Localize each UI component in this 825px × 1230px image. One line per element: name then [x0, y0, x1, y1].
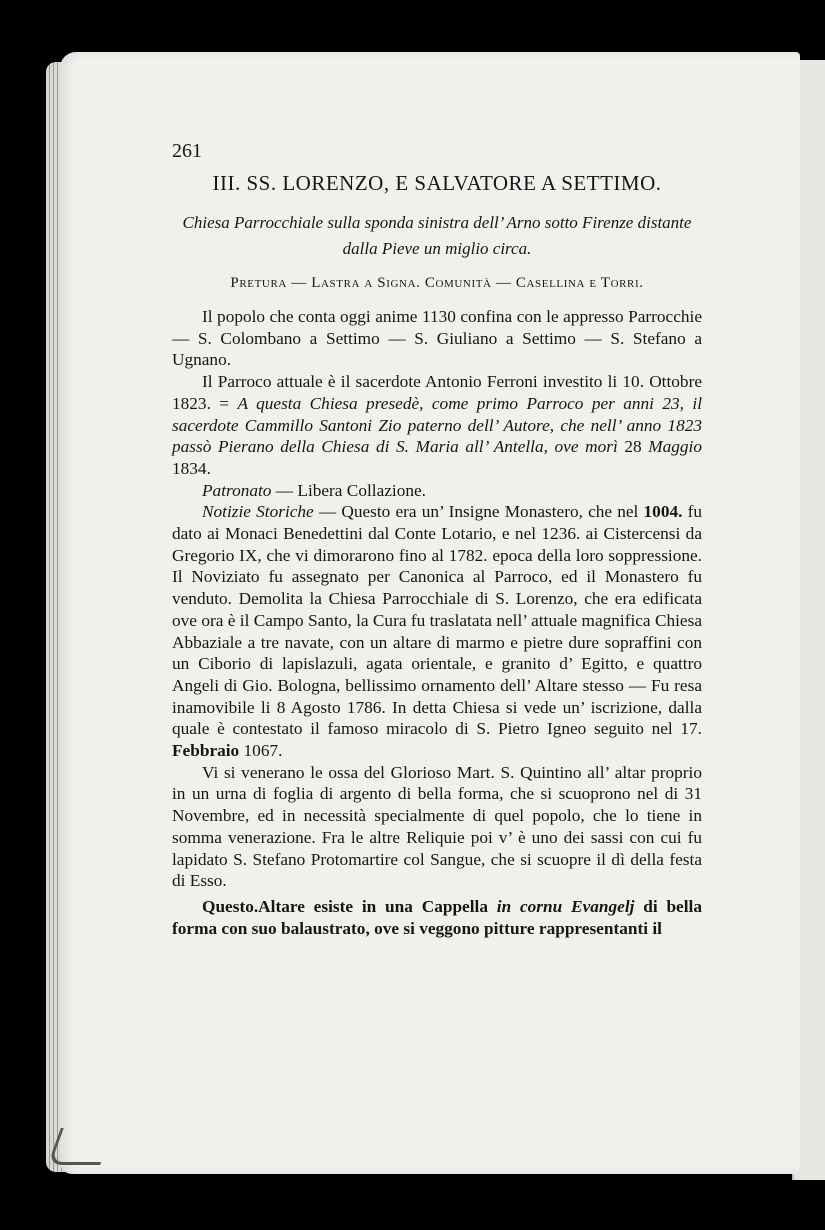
death-year: 1834.	[172, 458, 211, 478]
paragraph-history	[172, 501, 702, 761]
priest-text: Il Parroco attuale è il sacerdote Antonio Ferroni investito li 10. Ottobre 1823. =	[172, 372, 702, 413]
page-content	[172, 140, 702, 939]
history-text-a: — Questo era un’ Insigne Monastero, che nel	[318, 502, 639, 522]
paragraph-altar	[172, 896, 702, 939]
altar-text-a: Altare esiste in una Cappella	[258, 896, 488, 916]
altar-lead: Questo.	[202, 896, 259, 916]
paragraph-parish-priest	[172, 371, 702, 480]
page-number: 261	[172, 140, 202, 162]
paragraph-relics: Vi si venerano le ossa del Glorioso Mart. S. Quintino all’ altar proprio in un urna di foglia di argento di bella forma, che si scuoprono nel di 31 Novembre, ed in necessità specialmente di quel popolo, che lo tiene in somma venerazione. Fra le altre Reliquie poi v’ è uno dei sassi con cui fu lapidato S. Stefano Protomartire col Sangue, che si scuopre il dì della festa di Esso.	[172, 762, 702, 891]
altar-latin: in cornu Evangelj	[496, 896, 635, 916]
altar-text-b: di bella forma con suo balaustrato, ove si veggono pitture rappresentanti il	[172, 896, 702, 938]
history-label: Notizie Storiche	[202, 502, 314, 522]
jurisdiction-line: Pretura — Lastra a Signa. Comunità — Casellina e Torri.	[230, 275, 644, 291]
death-day: 28	[624, 437, 642, 457]
history-text-b: fu dato ai Monaci Benedettini dal Conte Lotario, e nel 1236. ai Cistercensi da Gregorio IX, che vi dimorarono fino al 1782. epoca della loro soppressione. Il Noviziato fu assegnato per Canonica al Parroco, ed il Monastero fu venduto. Demolita la Chiesa Parrocchiale di S. Lorenzo, che era edificata ove ora è il Campo Santo, la Cura fu traslatata nell’ attuale magnifica Chiesa Abbaziale a tre navate, con un altare di marmo e pietre dure sopraffini con un Ciborio di lapislazuli, agata orientale, e granito d’ Egitto, e quattro Angeli di Gio. Bologna, bellissimo ornamento dell’ Altare stesso — Fu resa inamovibile li 8 Agosto 1786. In detta Chiesa si vede un’ iscrizione, dalla quale è contestato il famoso miracolo di S. Pietro Igneo seguito nel 17.	[172, 502, 702, 739]
death-month: Maggio	[648, 437, 702, 457]
history-year: 1004.	[643, 502, 683, 522]
history-month: Febbraio	[172, 741, 240, 761]
church-subtitle: Chiesa Parrocchiale sulla sponda sinistra dell’ Arno sotto Firenze distante dalla Pieve un miglio circa.	[182, 213, 692, 258]
paragraph-population: Il popolo che conta oggi anime 1130 confina con le appresso Parrocchie — S. Colombano a Settimo — S. Giuliano a Settimo — S. Stefano a Ugnano.	[172, 307, 702, 370]
patronage-label: Patronato	[202, 480, 272, 500]
priest-history: A questa Chiesa presedè, come primo Parroco per anni 23, il sacerdote Cammillo Santoni Zio paterno dell’ Autore, che nell’ anno 1823 passò Pierano della Chiesa di S. Maria all’ Antella, ove morì	[172, 393, 703, 457]
chapter-title: III. SS. LORENZO, E SALVATORE A SETTIMO.	[212, 171, 662, 195]
paragraph-patronage	[172, 480, 702, 502]
history-end-year: 1067.	[243, 741, 283, 761]
patronage-text: — Libera Collazione.	[275, 480, 426, 500]
